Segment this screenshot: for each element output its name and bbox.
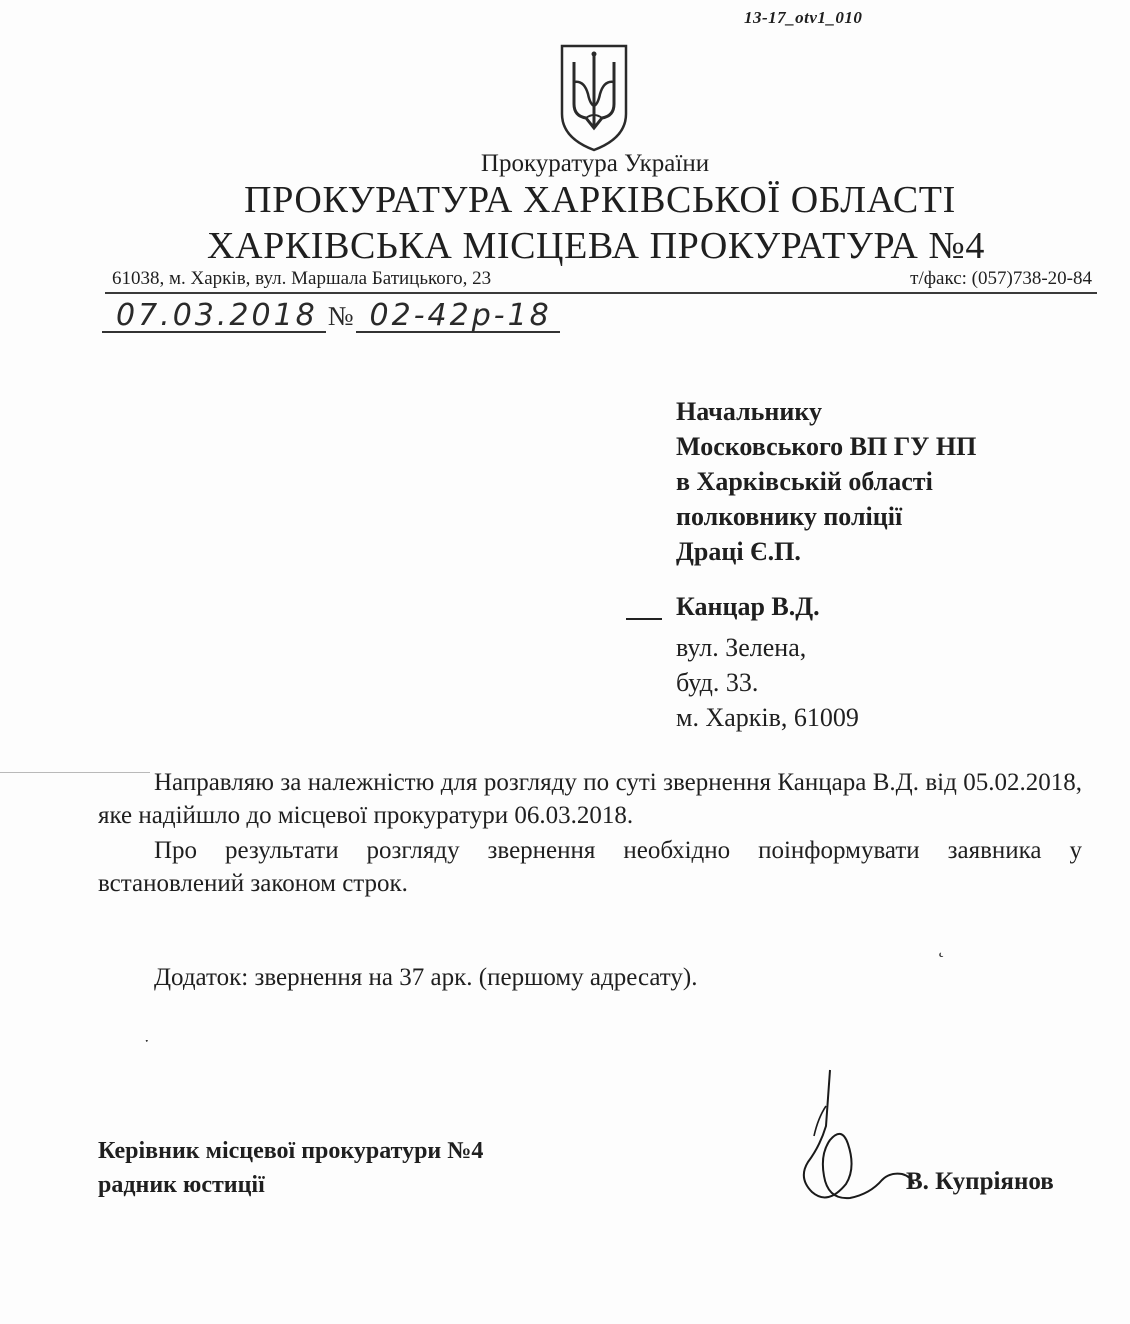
signatory-rank: радник юстиції xyxy=(98,1172,265,1198)
trident-emblem-icon xyxy=(558,42,630,154)
organization-phone: т/факс: (057)738-20-84 xyxy=(910,268,1092,289)
recipient-line: Начальнику xyxy=(676,397,822,426)
recipient-line: Московського ВП ГУ НП xyxy=(676,432,977,461)
handwritten-signature xyxy=(790,1066,920,1216)
sender-address-line: вул. Зелена, xyxy=(676,633,807,662)
registration-line xyxy=(102,298,560,333)
signatory-position: Керівник місцевої прокуратури №4 xyxy=(98,1138,484,1164)
registration-number: 02-42р-18 xyxy=(356,301,560,333)
copy-marker-dash xyxy=(626,618,662,620)
recipient-block xyxy=(676,394,976,569)
recipient-line: в Харківській області xyxy=(676,467,933,496)
sender-address xyxy=(676,630,859,735)
recipient-line: Драці Є.П. xyxy=(676,537,801,566)
organization-address: 61038, м. Харків, вул. Маршала Батицького, 23 xyxy=(112,268,492,289)
organization-parent: Прокуратура України xyxy=(480,150,710,177)
header-divider xyxy=(105,292,1097,294)
document-code: 13-17_otv1_010 xyxy=(744,8,863,27)
sender-address-line: м. Харків, 61009 xyxy=(676,703,859,732)
registration-date: 07.03.2018 xyxy=(102,301,326,333)
signatory-title xyxy=(98,1134,483,1202)
scan-speck: ˛ xyxy=(938,936,945,958)
recipient-line: полковнику поліції xyxy=(676,502,903,531)
body-paragraph-2: Про результати розгляду звернення необхідно поінформувати заявника у встановлений законом строк. xyxy=(98,837,1082,897)
sender-name: Канцар В.Д. xyxy=(676,592,820,621)
number-sign: № xyxy=(327,301,354,331)
attachment-note: Додаток: звернення на 37 арк. (першому адресату). xyxy=(154,964,698,991)
organization-title-line2: ХАРКІВСЬКА МІСЦЕВА ПРОКУРАТУРА №4 xyxy=(207,225,985,267)
scan-speck: ˑ xyxy=(144,1032,150,1054)
organization-title-line1: ПРОКУРАТУРА ХАРКІВСЬКОЇ ОБЛАСТІ xyxy=(244,179,956,221)
body-paragraph-1: Направляю за належністю для розгляду по суті звернення Канцара В.Д. від 05.02.2018, яке надійшло до місцевої прокуратури 06.03.2018. xyxy=(98,769,1082,829)
sender-address-line: буд. 33. xyxy=(676,668,759,697)
signatory-name: В. Купріянов xyxy=(906,1168,1054,1195)
